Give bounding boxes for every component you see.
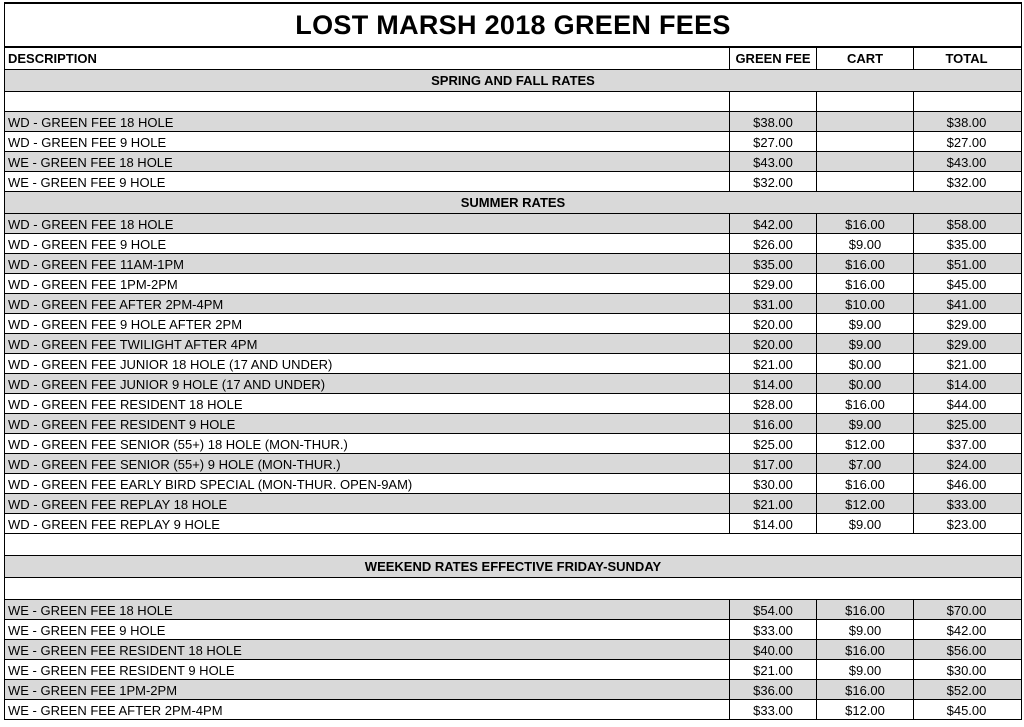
header-description: DESCRIPTION [5, 48, 730, 69]
row-description: WD - GREEN FEE REPLAY 9 HOLE [5, 514, 730, 533]
table-row [5, 214, 1021, 234]
row-description: WE - GREEN FEE 9 HOLE [5, 172, 730, 191]
row-cart: $9.00 [817, 334, 914, 353]
row-description: WE - GREEN FEE RESIDENT 9 HOLE [5, 660, 730, 679]
row-total: $14.00 [946, 377, 987, 392]
blank-row [5, 578, 1021, 600]
row-description: WD - GREEN FEE REPLAY 18 HOLE [5, 494, 730, 513]
row-cart: $16.00 [817, 680, 914, 699]
row-total: $27.00 [946, 135, 987, 150]
row-total: $45.00 [946, 703, 987, 718]
row-description: WD - GREEN FEE 18 HOLE [5, 112, 730, 131]
row-description: WD - GREEN FEE RESIDENT 9 HOLE [5, 414, 730, 433]
table-row [5, 700, 1021, 720]
table-row [5, 172, 1021, 192]
row-cart: $12.00 [817, 700, 914, 719]
row-green-fee: $43.00 [730, 152, 817, 171]
row-cart: $0.00 [817, 374, 914, 393]
row-total: $23.00 [946, 517, 987, 532]
row-total: $30.00 [946, 663, 987, 678]
section-summer: SUMMER RATES [5, 192, 1021, 214]
row-total: $58.00 [946, 217, 987, 232]
table-row [5, 514, 1021, 534]
row-green-fee: $25.00 [730, 434, 817, 453]
row-description: WD - GREEN FEE JUNIOR 9 HOLE (17 AND UNDER) [5, 374, 730, 393]
row-cart [817, 172, 914, 191]
row-total: $21.00 [946, 357, 987, 372]
row-total: $38.00 [946, 115, 987, 130]
table-row [5, 314, 1021, 334]
table-row [5, 680, 1021, 700]
table-row [5, 152, 1021, 172]
row-cart: $9.00 [817, 414, 914, 433]
blank-row [5, 92, 1021, 112]
table-row [5, 620, 1021, 640]
row-description: WD - GREEN FEE 1PM-2PM [5, 274, 730, 293]
row-total: $45.00 [946, 277, 987, 292]
table-row [5, 112, 1021, 132]
spring-fall-rows [5, 112, 1021, 192]
row-total: $46.00 [946, 477, 987, 492]
row-description: WE - GREEN FEE AFTER 2PM-4PM [5, 700, 730, 719]
row-cart: $7.00 [817, 454, 914, 473]
row-description: WD - GREEN FEE 18 HOLE [5, 214, 730, 233]
row-green-fee: $26.00 [730, 234, 817, 253]
row-total: $42.00 [946, 623, 987, 638]
row-green-fee: $38.00 [730, 112, 817, 131]
row-total: $35.00 [946, 237, 987, 252]
row-cart: $9.00 [817, 514, 914, 533]
row-total: $37.00 [946, 437, 987, 452]
header-cart: CART [817, 48, 914, 69]
row-cart: $12.00 [817, 434, 914, 453]
row-description: WE - GREEN FEE 18 HOLE [5, 152, 730, 171]
row-total: $52.00 [946, 683, 987, 698]
row-description: WD - GREEN FEE JUNIOR 18 HOLE (17 AND UNDER) [5, 354, 730, 373]
row-description: WD - GREEN FEE 9 HOLE [5, 132, 730, 151]
row-green-fee: $28.00 [730, 394, 817, 413]
table-row [5, 374, 1021, 394]
table-row [5, 434, 1021, 454]
table-row [5, 132, 1021, 152]
row-cart: $16.00 [817, 274, 914, 293]
row-total: $32.00 [946, 175, 987, 190]
row-green-fee: $29.00 [730, 274, 817, 293]
row-cart: $16.00 [817, 254, 914, 273]
row-green-fee: $17.00 [730, 454, 817, 473]
row-description: WD - GREEN FEE RESIDENT 18 HOLE [5, 394, 730, 413]
row-cart: $10.00 [817, 294, 914, 313]
row-total: $24.00 [946, 457, 987, 472]
row-cart: $9.00 [817, 314, 914, 333]
header-total: TOTAL [945, 51, 988, 66]
row-total: $70.00 [946, 603, 987, 618]
row-description: WD - GREEN FEE TWILIGHT AFTER 4PM [5, 334, 730, 353]
row-green-fee: $54.00 [730, 600, 817, 619]
row-description: WD - GREEN FEE SENIOR (55+) 9 HOLE (MON-THUR.) [5, 454, 730, 473]
row-cart: $16.00 [817, 640, 914, 659]
row-description: WE - GREEN FEE 1PM-2PM [5, 680, 730, 699]
row-total: $29.00 [946, 317, 987, 332]
row-green-fee: $20.00 [730, 314, 817, 333]
row-green-fee: $40.00 [730, 640, 817, 659]
row-cart: $16.00 [817, 600, 914, 619]
row-description: WD - GREEN FEE 9 HOLE [5, 234, 730, 253]
row-green-fee: $21.00 [730, 494, 817, 513]
row-green-fee: $14.00 [730, 514, 817, 533]
table-row [5, 494, 1021, 514]
header-green-fee: GREEN FEE [730, 48, 817, 69]
row-total: $25.00 [946, 417, 987, 432]
row-description: WE - GREEN FEE 9 HOLE [5, 620, 730, 639]
row-total: $43.00 [946, 155, 987, 170]
table-row [5, 334, 1021, 354]
row-green-fee: $20.00 [730, 334, 817, 353]
row-total: $33.00 [946, 497, 987, 512]
row-description: WD - GREEN FEE EARLY BIRD SPECIAL (MON-THUR. OPEN-9AM) [5, 474, 730, 493]
row-green-fee: $21.00 [730, 354, 817, 373]
row-description: WD - GREEN FEE 9 HOLE AFTER 2PM [5, 314, 730, 333]
row-green-fee: $31.00 [730, 294, 817, 313]
row-description: WE - GREEN FEE 18 HOLE [5, 600, 730, 619]
row-total: $51.00 [946, 257, 987, 272]
table-row [5, 414, 1021, 434]
row-description: WD - GREEN FEE 11AM-1PM [5, 254, 730, 273]
table-row [5, 294, 1021, 314]
row-total: $44.00 [946, 397, 987, 412]
summer-rows [5, 214, 1021, 534]
blank-row [5, 534, 1021, 556]
row-cart [817, 132, 914, 151]
row-total: $41.00 [946, 297, 987, 312]
weekend-rows [5, 600, 1021, 720]
row-cart: $9.00 [817, 234, 914, 253]
row-cart [817, 152, 914, 171]
row-cart: $12.00 [817, 494, 914, 513]
row-cart [817, 112, 914, 131]
row-green-fee: $30.00 [730, 474, 817, 493]
row-green-fee: $27.00 [730, 132, 817, 151]
column-header-row [5, 48, 1021, 70]
table-row [5, 600, 1021, 620]
row-cart: $16.00 [817, 474, 914, 493]
row-cart: $16.00 [817, 214, 914, 233]
row-description: WD - GREEN FEE AFTER 2PM-4PM [5, 294, 730, 313]
row-total: $56.00 [946, 643, 987, 658]
table-row [5, 394, 1021, 414]
row-cart: $9.00 [817, 620, 914, 639]
row-description: WE - GREEN FEE RESIDENT 18 HOLE [5, 640, 730, 659]
row-green-fee: $33.00 [730, 620, 817, 639]
section-spring-fall: SPRING AND FALL RATES [5, 70, 1021, 92]
row-green-fee: $33.00 [730, 700, 817, 719]
row-cart: $16.00 [817, 394, 914, 413]
row-cart: $9.00 [817, 660, 914, 679]
table-row [5, 660, 1021, 680]
green-fee-sheet [4, 2, 1022, 720]
row-green-fee: $21.00 [730, 660, 817, 679]
table-row [5, 474, 1021, 494]
row-green-fee: $32.00 [730, 172, 817, 191]
table-row [5, 254, 1021, 274]
table-row [5, 454, 1021, 474]
row-green-fee: $16.00 [730, 414, 817, 433]
table-row [5, 274, 1021, 294]
row-green-fee: $35.00 [730, 254, 817, 273]
table-row [5, 640, 1021, 660]
table-row [5, 234, 1021, 254]
row-green-fee: $14.00 [730, 374, 817, 393]
table-row [5, 354, 1021, 374]
row-green-fee: $42.00 [730, 214, 817, 233]
row-description: WD - GREEN FEE SENIOR (55+) 18 HOLE (MON-THUR.) [5, 434, 730, 453]
section-weekend: WEEKEND RATES EFFECTIVE FRIDAY-SUNDAY [5, 556, 1021, 578]
page-title: LOST MARSH 2018 GREEN FEES [5, 2, 1021, 48]
row-total: $29.00 [946, 337, 987, 352]
row-cart: $0.00 [817, 354, 914, 373]
row-green-fee: $36.00 [730, 680, 817, 699]
